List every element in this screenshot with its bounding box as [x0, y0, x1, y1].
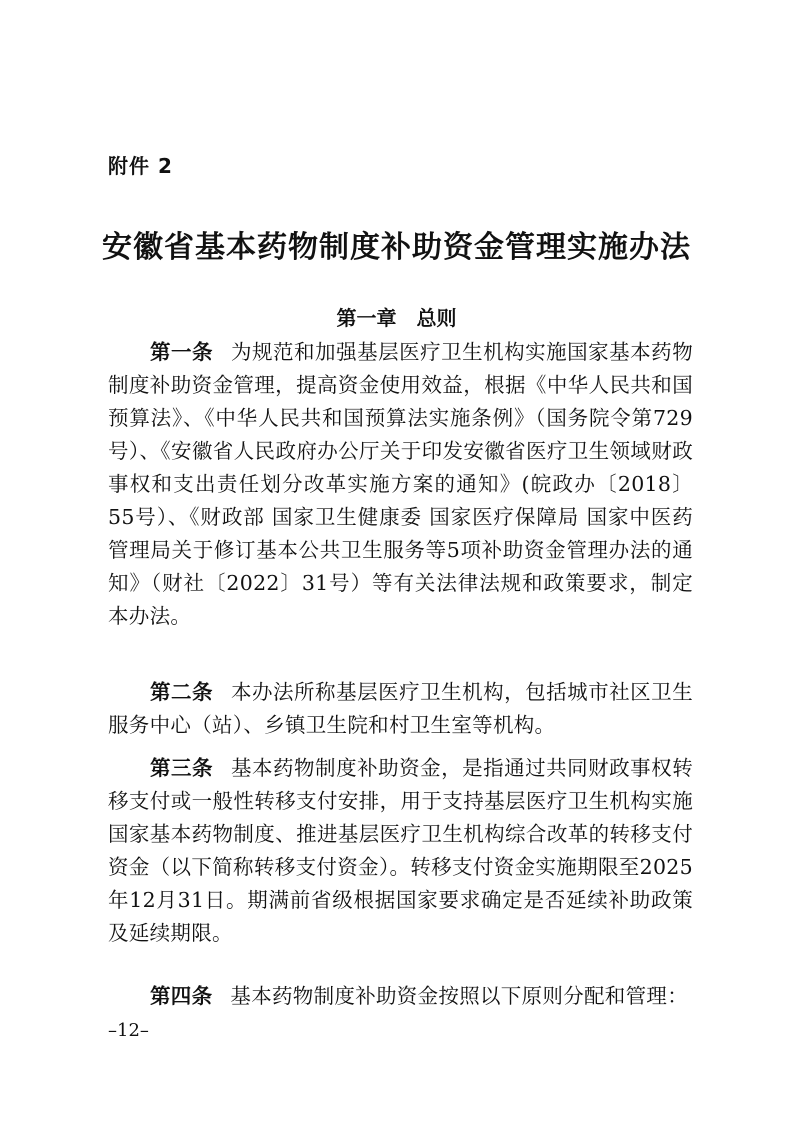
article-3: [108, 752, 693, 950]
article-4-heading: 第四条: [150, 984, 213, 1008]
article-3-heading: 第三条: [150, 756, 214, 780]
article-2: [108, 676, 693, 742]
article-4: [108, 980, 693, 1013]
article-4-text: 基本药物制度补助资金按照以下原则分配和管理：: [230, 984, 689, 1008]
article-3-text: 基本药物制度补助资金，是指通过共同财政事权转移支付或一般性转移支付安排，用于支持基层医疗卫生机构实施国家基本药物制度、推进基层医疗卫生机构综合改革的转移支付资金（以下简称转移支付资金）。转移支付资金实施期限至2025年12月31日。期满前省级根据国家要求确定是否延续补助政策及延续期限。: [108, 756, 693, 945]
article-1-heading: 第一条: [150, 340, 214, 364]
article-1: [108, 336, 693, 633]
article-1-text: 为规范和加强基层医疗卫生机构实施国家基本药物制度补助资金管理，提高资金使用效益，根据《中华人民共和国预算法》、《中华人民共和国预算法实施条例》（国务院令第729号）、《安徽省人民政府办公厅关于印发安徽省医疗卫生领域财政事权和支出责任划分改革实施方案的通知》(皖政办〔2018〕55号）、《财政部 国家卫生健康委 国家医疗保障局 国家中医药管理局关于修订基本公共卫生服务等5项补助资金管理办法的通知》（财社〔2022〕31号）等有关法律法规和政策要求，制定本办法。: [108, 340, 693, 628]
attachment-label: 附件 2: [108, 154, 173, 178]
document-title: 安徽省基本药物制度补助资金管理实施办法: [102, 230, 691, 265]
page-number: –12–: [108, 1020, 149, 1041]
article-2-heading: 第二条: [150, 680, 214, 704]
chapter-title: 第一章 总则: [336, 306, 457, 330]
article-2-text: 本办法所称基层医疗卫生机构，包括城市社区卫生服务中心（站）、乡镇卫生院和村卫生室等机构。: [108, 680, 693, 737]
